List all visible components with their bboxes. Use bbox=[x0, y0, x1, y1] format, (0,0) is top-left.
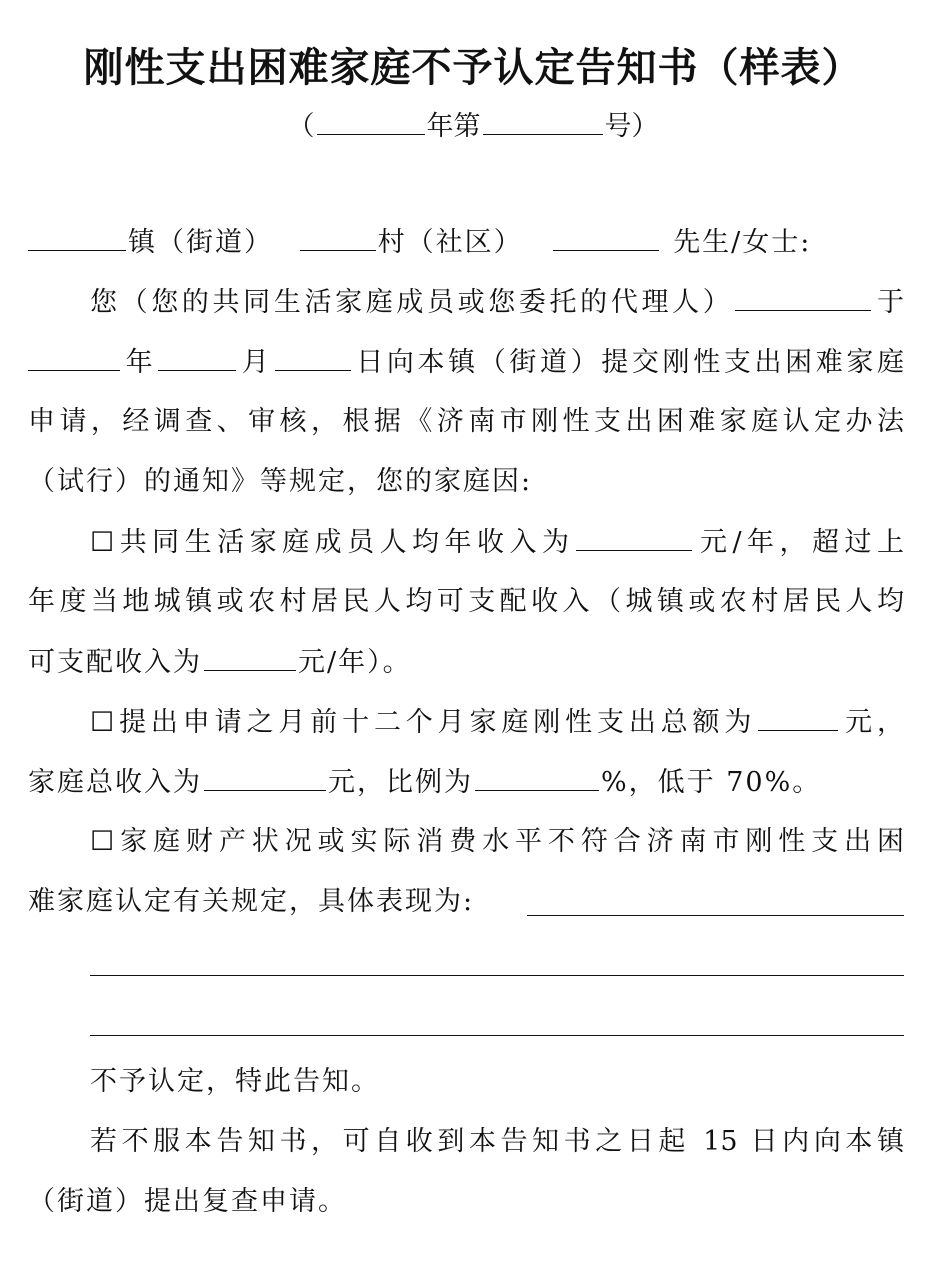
intro-text-2c: 日向本镇（街道）提交刚性支出困难家庭 bbox=[352, 347, 905, 378]
per-capita-income-blank[interactable] bbox=[576, 522, 692, 551]
details-line-1[interactable] bbox=[527, 915, 904, 916]
salutation-title: 先生/女士: bbox=[673, 227, 812, 258]
rigid-expense-total-blank[interactable] bbox=[758, 702, 838, 731]
reason1-line-1 bbox=[90, 522, 904, 562]
intro-text-2a: 年 bbox=[122, 347, 157, 378]
doc-number-close: 号） bbox=[604, 111, 659, 142]
apply-year-blank[interactable] bbox=[28, 342, 120, 371]
reason2-text-2a: 家庭总收入为 bbox=[28, 767, 202, 798]
intro-line-1 bbox=[90, 282, 904, 322]
intro-line-2 bbox=[28, 342, 904, 382]
reason2-text-2c: %，低于 70%。 bbox=[601, 767, 822, 798]
reason1-line-2: 年度当地城镇或农村居民人均可支配收入（城镇或农村居民人均 bbox=[28, 586, 904, 617]
household-income-blank[interactable] bbox=[204, 762, 326, 791]
village-blank[interactable] bbox=[300, 222, 376, 251]
reason2-text-1a: ☐提出申请之月前十二个月家庭刚性支出总额为 bbox=[90, 707, 757, 738]
reason3-line-2 bbox=[28, 882, 904, 922]
name-blank[interactable] bbox=[553, 222, 659, 251]
apply-day-blank[interactable] bbox=[275, 342, 351, 371]
doc-number-open: （ bbox=[287, 111, 315, 142]
intro-line-4: （试行）的通知》等规定，您的家庭因: bbox=[28, 466, 533, 497]
applicant-name-blank[interactable] bbox=[735, 282, 871, 311]
intro-text-1b: 于 bbox=[873, 287, 905, 318]
intro-line-3: 申请，经调查、审核，根据《济南市刚性支出困难家庭认定办法 bbox=[28, 406, 904, 437]
reason3-text-2: 难家庭认定有关规定，具体表现为: bbox=[28, 886, 475, 917]
reason2-line-2 bbox=[28, 762, 904, 802]
intro-text-1a: 您（您的共同生活家庭成员或您委托的代理人） bbox=[90, 287, 734, 318]
town-blank[interactable] bbox=[28, 222, 126, 251]
document-title: 刚性支出困难家庭不予认定告知书（样表） bbox=[83, 45, 863, 91]
conclusion-text: 不予认定，特此告知。 bbox=[90, 1066, 380, 1097]
town-label: 镇（街道） bbox=[128, 227, 273, 258]
intro-text-2b: 月 bbox=[238, 347, 273, 378]
reason3-line-1: ☐家庭财产状况或实际消费水平不符合济南市刚性支出困 bbox=[90, 826, 904, 857]
ratio-blank[interactable] bbox=[475, 762, 599, 791]
reason2-line-1 bbox=[90, 702, 904, 742]
appeal-line-1: 若不服本告知书，可自收到本告知书之日起 15 日内向本镇 bbox=[90, 1126, 904, 1157]
reason1-line-3 bbox=[28, 642, 904, 682]
reason1-text-3b: 元/年）。 bbox=[298, 647, 412, 678]
reason1-text-3a: 可支配收入为 bbox=[28, 647, 202, 678]
year-blank[interactable] bbox=[317, 106, 425, 135]
disposable-income-blank[interactable] bbox=[204, 642, 296, 671]
salutation-line bbox=[28, 222, 904, 262]
reason1-text-1b: 元/年，超过上 bbox=[694, 527, 904, 558]
reason2-text-1b: 元， bbox=[840, 707, 904, 738]
appeal-line-2: （街道）提出复查申请。 bbox=[28, 1186, 347, 1217]
reason1-text-1a: ☐共同生活家庭成员人均年收入为 bbox=[90, 527, 575, 558]
number-blank[interactable] bbox=[483, 106, 603, 135]
apply-month-blank[interactable] bbox=[158, 342, 236, 371]
document-number-line bbox=[0, 104, 946, 143]
village-label: 村（社区） bbox=[377, 227, 523, 258]
details-line-3[interactable] bbox=[90, 1035, 904, 1036]
reason2-text-2b: 元，比例为 bbox=[328, 767, 473, 798]
doc-number-year-label: 年第 bbox=[426, 111, 481, 142]
details-line-2[interactable] bbox=[90, 975, 904, 976]
